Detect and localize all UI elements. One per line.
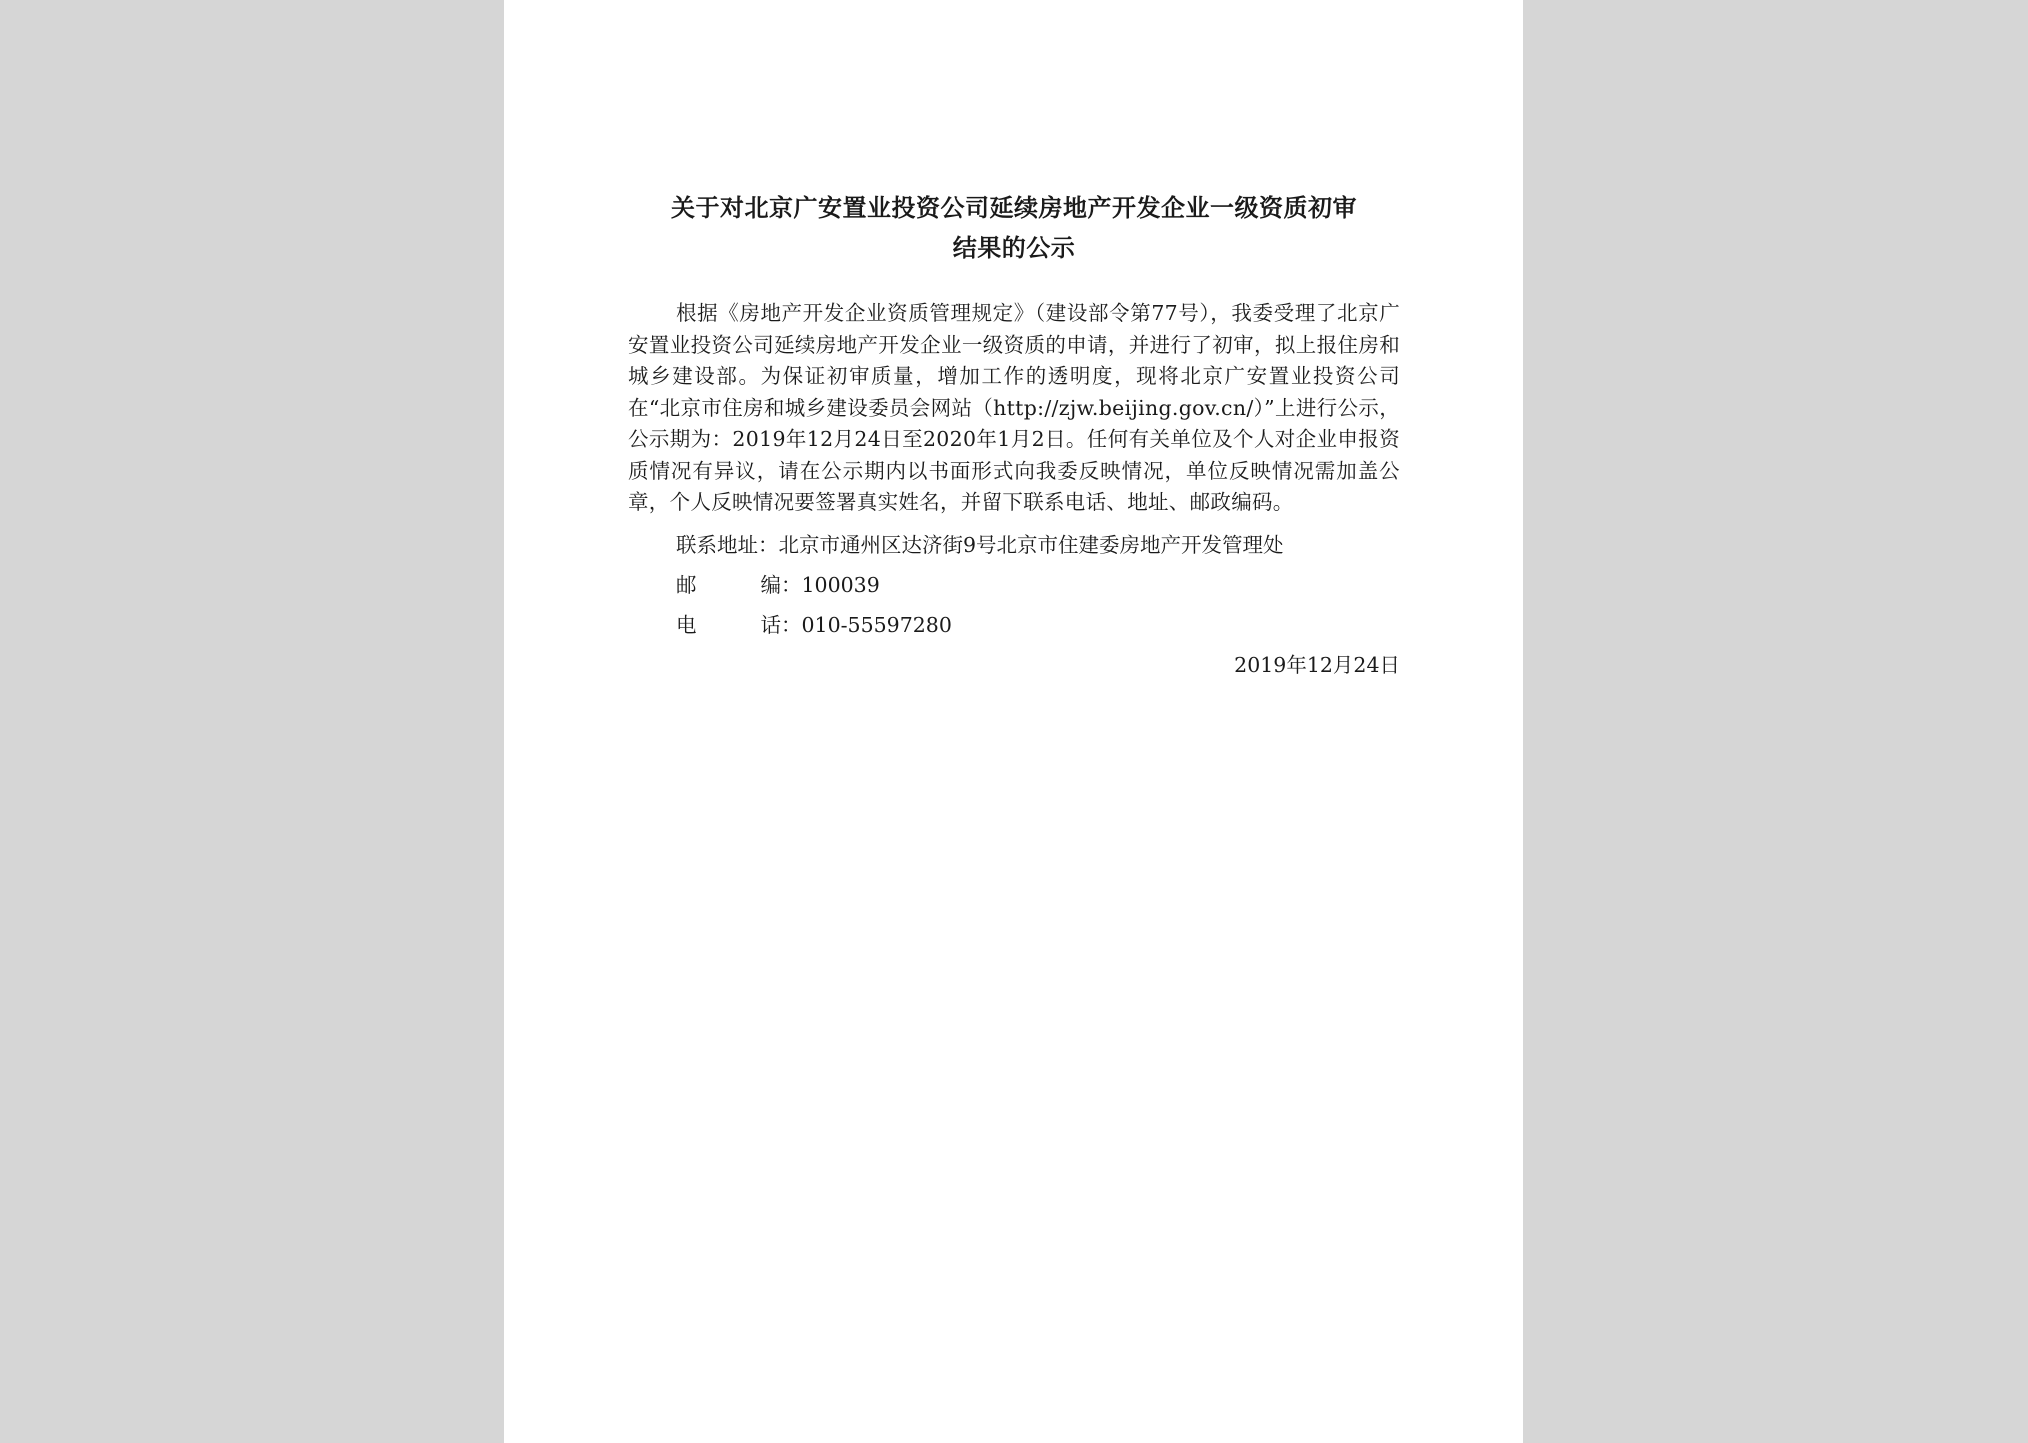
- postcode-label: [676, 565, 781, 605]
- postcode-colon: ：: [781, 572, 802, 597]
- postcode-label-char-2: 编: [760, 572, 781, 597]
- phone-label: [676, 605, 781, 645]
- document-title: [628, 188, 1400, 268]
- body-paragraph: 根据《房地产开发企业资质管理规定》（建设部令第77号），我委受理了北京广安置业投资公司延续房地产开发企业一级资质的申请，并进行了初审，拟上报住房和城乡建设部。为保证初审质量，增加工作的透明度，现将北京广安置业投资公司在“北京市住房和城乡建设委员会网站（http://zjw.beijing.gov.cn/）”上进行公示，公示期为：2019年12月24日至2020年1月2日。任何有关单位及个人对企业申报资质情况有异议，请在公示期内以书面形式向我委反映情况，单位反映情况需加盖公章，个人反映情况要签署真实姓名，并留下联系电话、地址、邮政编码。: [628, 301, 1400, 514]
- page-content: [628, 188, 1400, 685]
- title-line-1: 关于对北京广安置业投资公司延续房地产开发企业一级资质初审: [671, 194, 1357, 222]
- phone-label-char-2: 话: [760, 612, 781, 637]
- contact-address-row: [628, 525, 1400, 565]
- address-colon: ：: [758, 532, 779, 557]
- phone-colon: ：: [781, 612, 802, 637]
- phone-label-char-1: 电: [676, 612, 697, 637]
- address-label: 联系地址: [676, 532, 758, 557]
- postcode-label-char-1: 邮: [676, 572, 697, 597]
- phone-value: 010-55597280: [801, 612, 952, 637]
- postcode-value: 100039: [801, 572, 880, 597]
- contact-postcode-row: [628, 565, 1400, 605]
- address-value: 北京市通州区达济街9号北京市住建委房地产开发管理处: [778, 532, 1284, 557]
- document-page: [504, 0, 1523, 1443]
- contact-block: [628, 525, 1400, 645]
- contact-phone-row: [628, 605, 1400, 645]
- document-date: 2019年12月24日: [1234, 652, 1400, 677]
- title-line-2: 结果的公示: [952, 234, 1076, 262]
